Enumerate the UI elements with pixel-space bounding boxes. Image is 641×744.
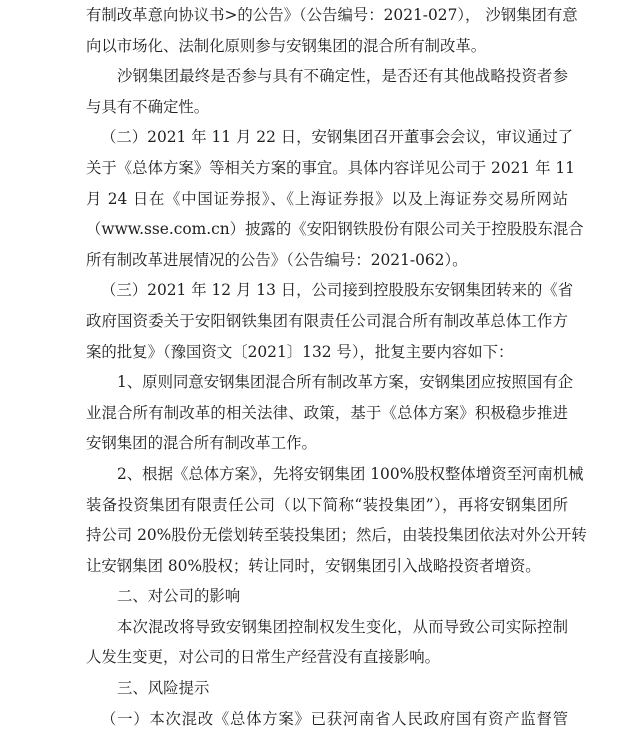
paragraph-line: 业混合所有制改革的相关法律、政策，基于《总体方案》积极稳步推进 (86, 403, 568, 422)
section-heading: 三、风险提示 (117, 679, 210, 698)
paragraph-line: （www.sse.com.cn）披露的《安阳钢铁股份有限公司关于控股股东混合 (86, 220, 584, 239)
paragraph-line: 向以市场化、法制化原则参与安钢集团的混合所有制改革。 (86, 36, 487, 55)
paragraph-line: 持公司 20%股份无偿划转至装投集团；然后，由装投集团依法对外公开转 (86, 526, 587, 545)
paragraph-line: （一）本次混改《总体方案》已获河南省人民政府国有资产监督管 (101, 709, 568, 728)
document-body (86, 0, 587, 734)
paragraph-line: 人发生变更，对公司的日常生产经营没有直接影响。 (86, 648, 440, 667)
paragraph-line: 与具有不确定性。 (86, 97, 210, 116)
paragraph-line: 有制改革意向协议书>的公告》（公告编号：2021-027）， 沙钢集团有意 (86, 6, 578, 24)
paragraph-line: 案的批复》（豫国资文〔2021〕132 号），批复主要内容如下： (86, 342, 514, 361)
paragraph-line: 2、根据《总体方案》，先将安钢集团 100%股权整体增资至河南机械 (117, 464, 584, 483)
paragraph-line: 装备投资集团有限责任公司（以下简称“装投集团”），再将安钢集团所 (86, 495, 568, 514)
paragraph-line: 所有制改革进展情况的公告》（公告编号：2021-062）。 (86, 250, 468, 269)
paragraph-line: 月 24 日在《中国证券报》、《上海证券报》以及上海证券交易所网站 (86, 189, 568, 208)
section-heading: 二、对公司的影响 (117, 587, 241, 606)
paragraph-line: 政府国资委关于安阳钢铁集团有限责任公司混合所有制改革总体工作方 (86, 311, 568, 330)
paragraph-line: 安钢集团的混合所有制改革工作。 (86, 434, 317, 453)
paragraph-line: 本次混改将导致安钢集团控制权发生变化，从而导致公司实际控制 (117, 617, 568, 636)
paragraph-line: 沙钢集团最终是否参与具有不确定性，是否还有其他战略投资者参 (117, 67, 568, 86)
paragraph-line: （三）2021 年 12 月 13 日，公司接到控股股东安钢集团转来的《省 (101, 281, 574, 300)
paragraph-line: 让安钢集团 80%股权；转让同时，安钢集团引入战略投资者增资。 (86, 556, 541, 575)
paragraph-line: （二）2021 年 11 月 22 日，安钢集团召开董事会会议，审议通过了 (101, 128, 574, 147)
paragraph-line: 关于《总体方案》等相关方案的事宜。具体内容详见公司于 2021 年 11 (86, 158, 575, 177)
paragraph-line: 1、原则同意安钢集团混合所有制改革方案，安钢集团应按照国有企 (117, 373, 574, 392)
